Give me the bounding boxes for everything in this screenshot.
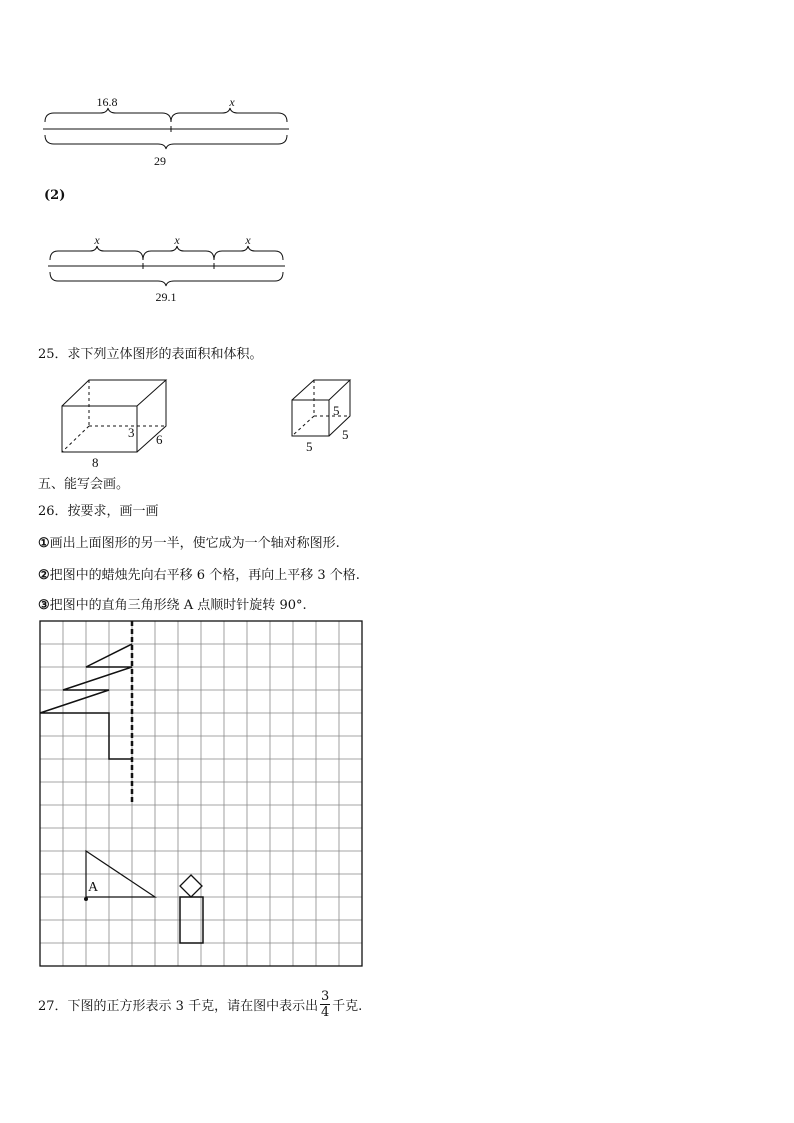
diagram2-label-2: x	[174, 233, 180, 247]
q27-fraction	[320, 990, 330, 1019]
diagram1-left-label: 16.8	[96, 95, 118, 109]
candle-flame	[180, 875, 202, 897]
cube-edge-front-label: 5	[342, 427, 349, 442]
cube-edge-bottom-label: 5	[306, 439, 313, 454]
diagram1-right-label: x	[229, 95, 235, 109]
point-a	[84, 897, 88, 901]
q26-item-1-text: 画出上面图形的另一半，使它成为一个轴对称图形.	[49, 536, 340, 551]
q27-frac-den: 4	[320, 1005, 330, 1020]
diagram2-label-3: x	[245, 233, 251, 247]
q26-item-2-text: 把图中的蜡烛先向右平移 6 个格，再向上平移 3 个格.	[49, 568, 360, 583]
diagram2-label-1: x	[94, 233, 100, 247]
q25-text: 25．求下列立体图形的表面积和体积。	[38, 347, 263, 362]
cuboid-length-label: 8	[92, 455, 99, 470]
grid-lines	[40, 621, 362, 966]
cuboid-height-label: 3	[128, 425, 135, 440]
cube-edge-right-label: 5	[333, 403, 340, 418]
q26-item-3-marker: ③	[38, 598, 50, 613]
diagram2-tag: (2)	[44, 188, 66, 203]
q26-title: 26．按要求，画一画	[38, 504, 159, 519]
q27-text	[38, 990, 362, 1019]
point-a-label: A	[88, 880, 99, 895]
q27-frac-num: 3	[320, 989, 330, 1004]
q27-prefix: 27．下图的正方形表示 3 千克，请在图中表示出	[38, 999, 319, 1014]
q27-suffix: 千克.	[332, 999, 363, 1014]
q26-item-3-text: 把图中的直角三角形绕 A 点顺时针旋转 90°.	[49, 598, 307, 613]
diagram1-total-label: 29	[154, 154, 166, 168]
cuboid-width-label: 6	[156, 432, 163, 447]
section5-title: 五、能写会画。	[38, 477, 130, 492]
q26-item-1-marker: ①	[38, 536, 50, 551]
diagram2-total-label: 29.1	[155, 290, 177, 304]
q26-item-2-marker: ②	[38, 568, 50, 583]
